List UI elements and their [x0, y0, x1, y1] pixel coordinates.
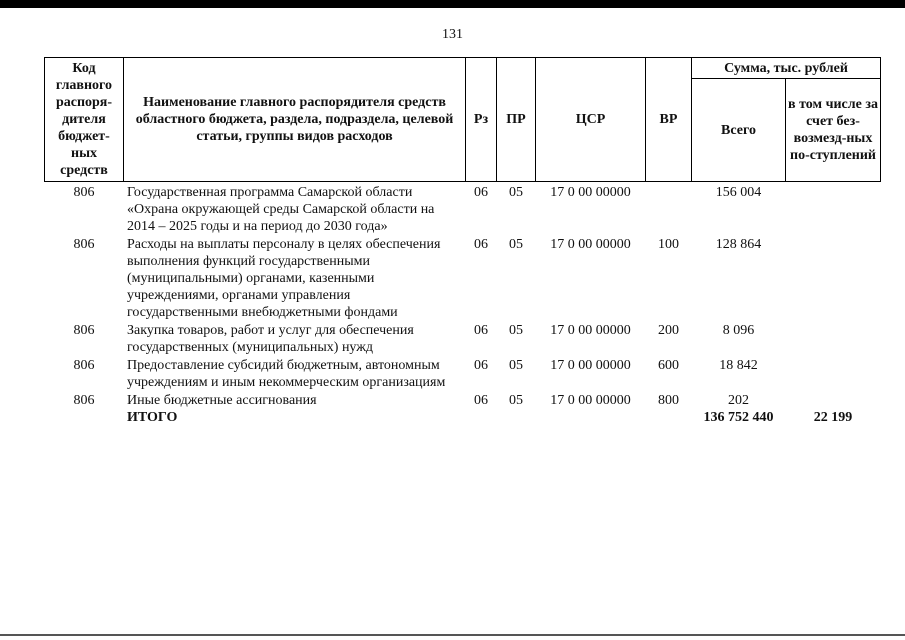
cell-pr: 05 [509, 358, 523, 373]
cell-code: 806 [73, 237, 95, 252]
cell-total: 128 864 [715, 237, 762, 252]
table-row [45, 356, 881, 391]
table-row [45, 321, 881, 356]
cell-vr: 100 [658, 237, 679, 252]
cell-pr: 05 [509, 237, 523, 252]
table-row [45, 182, 881, 236]
total-label: ИТОГО [127, 410, 178, 425]
cell-incl [786, 356, 881, 391]
cell-incl [786, 235, 881, 321]
cell-csr: 17 0 00 00000 [550, 358, 631, 373]
header-total: Всего [692, 79, 786, 182]
bottom-border [0, 634, 905, 636]
cell-rz: 06 [474, 185, 488, 200]
header-vr: ВР [646, 58, 692, 182]
cell-name: Предоставление субсидий бюджетным, автономным учреждениям и иным некоммерческим организациям [127, 358, 446, 390]
cell-total: 202 [728, 393, 749, 408]
cell-pr: 05 [509, 185, 523, 200]
table-row [45, 391, 881, 409]
cell-code: 806 [73, 393, 95, 408]
header-rz: Рз [466, 58, 497, 182]
cell-rz: 06 [474, 393, 488, 408]
cell-csr-empty [536, 409, 646, 426]
cell-csr: 17 0 00 00000 [550, 237, 631, 252]
cell-vr [646, 182, 692, 236]
total-incl: 22 199 [813, 410, 853, 425]
cell-name: Закупка товаров, работ и услуг для обеспечения государственных (муниципальных) нужд [127, 323, 414, 355]
header-code: Код главного распоря-дителя бюджет-ных средств [45, 58, 124, 182]
cell-vr: 600 [658, 358, 679, 373]
cell-code: 806 [73, 358, 95, 373]
total-sum: 136 752 440 [703, 410, 774, 425]
header-pr: ПР [497, 58, 536, 182]
cell-pr: 05 [509, 393, 523, 408]
cell-csr: 17 0 00 00000 [550, 185, 631, 200]
cell-csr: 17 0 00 00000 [550, 393, 631, 408]
cell-code: 806 [73, 185, 95, 200]
budget-table [44, 57, 881, 426]
cell-code: 806 [73, 323, 95, 338]
header-name: Наименование главного распорядителя средств областного бюджета, раздела, подраздела, целевой статьи, группы видов расходов [124, 58, 466, 182]
cell-rz-empty [466, 409, 497, 426]
top-border [0, 0, 905, 8]
table-row [45, 235, 881, 321]
cell-pr-empty [497, 409, 536, 426]
cell-csr: 17 0 00 00000 [550, 323, 631, 338]
header-incl: в том числе за счет без-возмезд-ных по-ступлений [786, 79, 881, 182]
page-number: 131 [442, 27, 463, 42]
cell-vr: 200 [658, 323, 679, 338]
cell-name: Государственная программа Самарской области «Охрана окружающей среды Самарской области на 2014 – 2025 годы и на период до 2030 года» [127, 185, 435, 234]
cell-incl [786, 391, 881, 409]
cell-incl [786, 321, 881, 356]
cell-total: 18 842 [719, 358, 758, 373]
cell-total: 8 096 [722, 323, 755, 338]
header-csr: ЦСР [536, 58, 646, 182]
cell-name: Расходы на выплаты персоналу в целях обеспечения выполнения функций государственными (муниципальными) органами, казенными учреждениями, органами управления государственными внебюджетными фондами [127, 237, 441, 320]
cell-name: Иные бюджетные ассигнования [127, 393, 317, 408]
cell-rz: 06 [474, 358, 488, 373]
total-row [45, 409, 881, 426]
cell-rz: 06 [474, 237, 488, 252]
cell-pr: 05 [509, 323, 523, 338]
header-sum: Сумма, тыс. рублей [692, 58, 881, 79]
cell-total: 156 004 [715, 185, 762, 200]
cell-rz: 06 [474, 323, 488, 338]
cell-vr: 800 [658, 393, 679, 408]
cell-code-empty [45, 409, 124, 426]
cell-incl [786, 182, 881, 236]
cell-vr-empty [646, 409, 692, 426]
